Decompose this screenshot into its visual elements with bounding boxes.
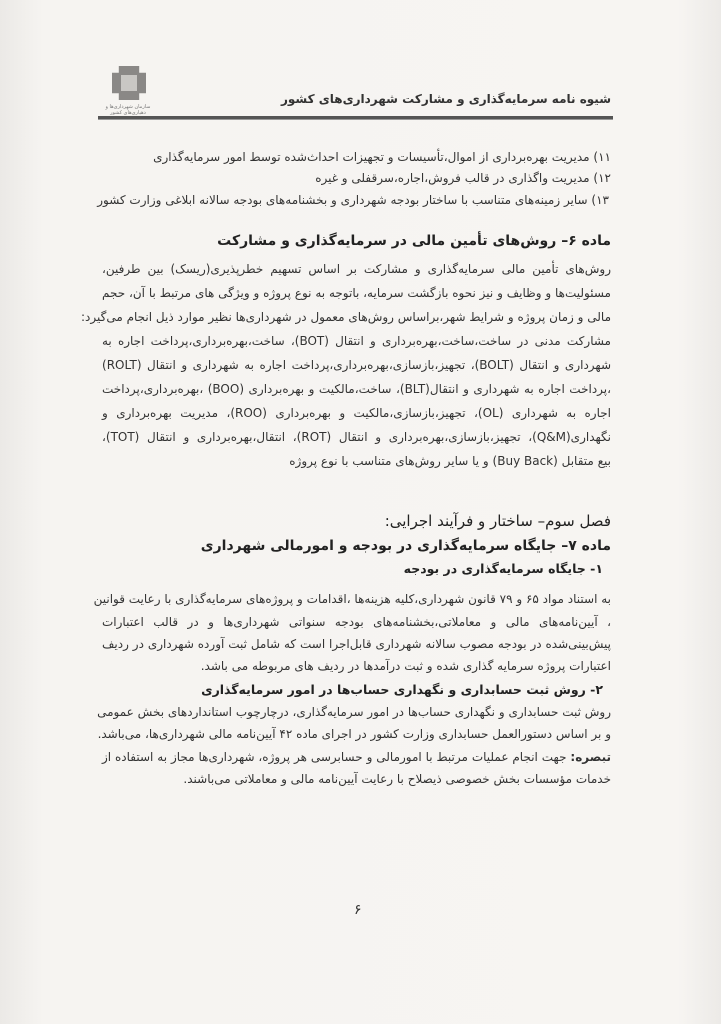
note-text: جهت انجام عملیات مرتبط با امورمالی و حسابرسی هر پروژه، شهرداری‌ها مجاز به استفاده از	[102, 750, 567, 764]
paragraph-line: نگهداری(Q&M)، تجهیز،بازسازی،بهره‌برداری و انتقال (ROT)، انتقال،بهره‌برداری و انتقال (TOT)،	[102, 430, 611, 444]
paragraph-line: اعتبارات پروژه سرمایه گذاری شده و ثبت درآمدها در ردیف های مربوطه می باشد.	[200, 659, 611, 673]
note-line	[102, 750, 611, 764]
paragraph-line: ،پرداخت اجاره به شهرداری و انتقال(BLT)، ساخت،مالکیت و بهره‌برداری (BOO) ،بهره‌برداری،پرداخت	[102, 382, 612, 396]
list-item: ۱۳) سایر زمینه‌های متناسب با ساختار بودجه شهرداری و بخشنامه‌های بودجه سالانه ابلاغی وزارت کشور	[97, 193, 609, 207]
paragraph-line: اجاره به شهرداری (OL)، تجهیز،بازسازی،مالکیت و بهره‌برداری (ROO)، مدیریت بهره‌برداری و	[102, 406, 611, 420]
page-number: ۶	[354, 902, 362, 918]
paragraph-line: شهرداری و انتقال (BOLT)، تجهیز،بازسازی،بهره‌برداری،پرداخت اجاره به شهرداری و انتقال (ROLT)	[102, 358, 612, 372]
paragraph-line: ، آیین‌نامه‌های مالی و معاملاتی،بخشنامه‌های بودجه سنواتی شهرداری‌ها و در قالب اعتبارات	[102, 615, 611, 629]
paragraph-line: مسئولیت‌ها و وظایف و نیز نحوه بازگشت سرمایه، باتوجه به نوع پروژه و ویژگی های مرتبط با آن، حجم	[102, 286, 611, 300]
organization-logo	[112, 66, 146, 100]
paragraph-line: روش‌های تأمین مالی سرمایه‌گذاری و مشارکت بر اساس تسهیم خطرپذیری(ریسک) بین طرفین،	[102, 262, 611, 276]
note-label: تبصره:	[570, 750, 611, 764]
header-title: شیوه نامه سرمایه‌گذاری و مشارکت شهرداری‌های کشور	[280, 92, 611, 106]
paragraph-line: بیع متقابل (Buy Back) و یا سایر روش‌های متناسب با نوع پروژه	[289, 454, 611, 468]
note-line: خدمات مؤسسات بخش خصوصی ذیصلاح با رعایت آیین‌نامه مالی و معاملاتی می‌باشند.	[183, 772, 611, 786]
list-item: ۱۱) مدیریت بهره‌برداری از اموال،تأسیسات و تجهیزات احداث‌شده توسط امور سرمایه‌گذاری	[153, 150, 611, 164]
paragraph-line: روش ثبت حسابداری و نگهداری حساب‌ها در امور سرمایه‌گذاری، درچارچوب استانداردهای بخش عمومی	[97, 705, 611, 719]
subsection-2-heading: ۲- روش ثبت حسابداری و نگهداری حساب‌ها در امور سرمایه‌گذاری	[201, 682, 603, 697]
header-rule	[98, 116, 613, 120]
paragraph-line: مشارکت مدنی در ساخت،ساخت،بهره‌برداری و انتقال (BOT)، ساخت،بهره‌برداری،پرداخت اجاره به	[102, 334, 611, 348]
article-7-heading: ماده ۷– جایگاه سرمایه‌گذاری در بودجه و امورمالی شهرداری	[200, 538, 611, 554]
chapter-3-heading: فصل سوم– ساختار و فرآیند اجرایی:	[384, 512, 611, 530]
paragraph-line: مالی و زمان پروژه و شرایط شهر،براساس روش‌های معمول در شهرداری‌ها نظیر موارد ذیل انجام می‌گیرد:	[80, 310, 611, 324]
logo-caption: سازمان شهرداری‌ها و دهیاری‌های کشور	[105, 104, 151, 116]
paragraph-line: پیش‌بینی‌شده در بودجه مصوب سالانه شهرداری قابل‌اجرا است که شامل ثبت آورده شهرداری در ردیف	[102, 637, 611, 651]
list-item: ۱۲) مدیریت واگذاری در قالب فروش،اجاره،سرقفلی و غیره	[315, 171, 611, 185]
subsection-1-heading: ۱- جایگاه سرمایه‌گذاری در بودجه	[403, 561, 603, 576]
paragraph-line: و بر اساس دستورالعمل حسابداری وزارت کشور در اجرای ماده ۴۲ آیین‌نامه مالی شهرداری‌ها، می‌باشد.	[97, 727, 611, 741]
paragraph-line: به استناد مواد ۶۵ و ۷۹ قانون شهرداری،کلیه هزینه‌ها ،اقدامات و پروژه‌های سرمایه‌گذاری با رعایت قوانین	[93, 592, 611, 606]
article-6-heading: ماده ۶– روش‌های تأمین مالی در سرمایه‌گذاری و مشارکت	[217, 233, 611, 249]
